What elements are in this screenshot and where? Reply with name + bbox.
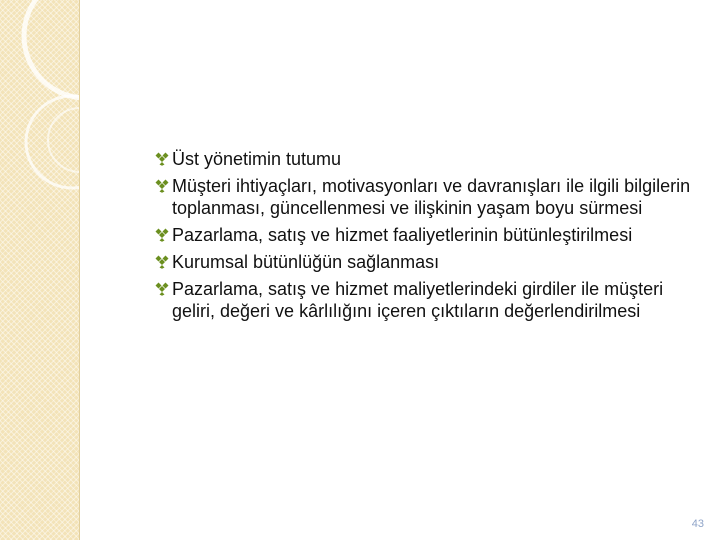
side-band-edge [79, 0, 80, 540]
bullet-text: Pazarlama, satış ve hizmet maliyetlerindeki girdiler ile müşteri geliri, değeri ve kârlılığını içeren çıktıların değerlendirilmesi [172, 279, 664, 321]
bullet-text: Kurumsal bütünlüğün sağlanması [172, 252, 440, 272]
decorative-side-band [0, 0, 79, 540]
page-number: 43 [691, 518, 704, 530]
bullet-text: Pazarlama, satış ve hizmet faaliyetlerinin bütünleştirilmesi [172, 225, 633, 245]
bullet-item [155, 224, 700, 246]
bullet-item [155, 148, 700, 170]
bullet-list [155, 148, 700, 327]
decorative-circles [0, 0, 79, 540]
diamond-bullet-icon [155, 228, 169, 242]
bullet-text: Üst yönetimin tutumu [172, 149, 342, 169]
diamond-bullet-icon [155, 179, 169, 193]
bullet-item [155, 278, 700, 322]
diamond-bullet-icon [155, 152, 169, 166]
bullet-item [155, 175, 700, 219]
decorative-circle-large [24, 0, 79, 98]
bullet-item [155, 251, 700, 273]
diamond-bullet-icon [155, 255, 169, 269]
diamond-bullet-icon [155, 282, 169, 296]
bullet-text: Müşteri ihtiyaçları, motivasyonları ve davranışları ile ilgili bilgilerin toplanması, güncellenmesi ve ilişkinin yaşam boyu sürmesi [172, 176, 691, 218]
decorative-circle-small [48, 108, 79, 172]
